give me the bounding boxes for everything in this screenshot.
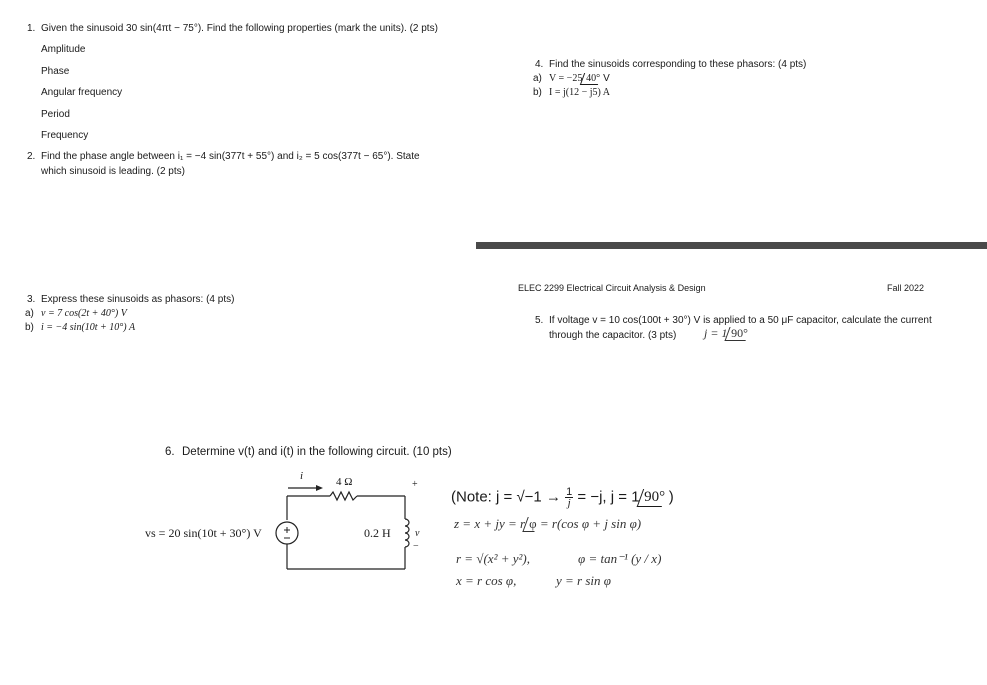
- note-line1: [451, 487, 674, 508]
- q2-line2: which sinusoid is leading. (2 pts): [41, 166, 185, 177]
- q4-a-label: a): [533, 73, 542, 84]
- q2-number: 2.: [27, 151, 36, 162]
- note-line4a: x = r cos φ,: [456, 573, 517, 588]
- course-header: ELEC 2299 Electrical Circuit Analysis & Design: [518, 283, 706, 293]
- q1-phase: Phase: [41, 66, 70, 77]
- q5-line1: If voltage v = 10 cos(100t + 30°) V is applied to a 50 μF capacitor, calculate the current: [549, 315, 932, 326]
- note-frac-den: j: [567, 497, 571, 509]
- q2-line1: Find the phase angle between i₁ = −4 sin(377t + 55°) and i₂ = 5 cos(377t − 65°). State: [41, 151, 420, 162]
- current-label: i: [300, 470, 304, 482]
- q5-hint-angle: 90°: [731, 326, 749, 340]
- q1-number: 1.: [27, 23, 36, 34]
- q1-angular-frequency: Angular frequency: [41, 87, 123, 98]
- inductor-label: 0.2 H: [364, 526, 391, 540]
- term-header: Fall 2022: [887, 283, 925, 293]
- resistor-icon: [330, 492, 357, 500]
- q4-number: 4.: [535, 59, 544, 70]
- q4-b-label: b): [533, 87, 542, 98]
- note-line2-pre: z = x + jy = r: [454, 516, 526, 531]
- q3-a-label: a): [25, 308, 34, 319]
- note-line1-end: ): [664, 488, 674, 506]
- q3-text: Express these sinusoids as phasors: (4 pts): [41, 294, 235, 305]
- note-line3a: r = √(x² + y²),: [456, 551, 530, 566]
- q1-text: Given the sinusoid 30 sin(4πt − 75°). Find the following properties (mark the units). (2 pts): [41, 23, 438, 34]
- q3-number: 3.: [27, 294, 36, 305]
- angle-symbol-icon: [580, 73, 602, 85]
- q4-a-pre: V = −25: [549, 73, 583, 84]
- angle-symbol-icon: [725, 327, 751, 341]
- inductor-icon: [405, 519, 409, 547]
- q1-amplitude: Amplitude: [41, 44, 86, 55]
- q5-hint: [704, 326, 748, 341]
- note-line2-end: = r(cos φ + j sin φ): [536, 516, 642, 531]
- angle-symbol-icon: [636, 489, 667, 507]
- q4-a-unit: V: [603, 73, 610, 84]
- q4-text: Find the sinusoids corresponding to these phasors: (4 pts): [549, 59, 807, 70]
- q4-a: [549, 72, 610, 86]
- note-line1-pre: (Note: j = √−1 →: [451, 488, 566, 506]
- voltage-label: v: [415, 528, 420, 539]
- q1-frequency: Frequency: [41, 130, 89, 141]
- circuit-diagram: [140, 468, 440, 578]
- minus-label: −: [413, 541, 419, 552]
- q3-b-label: b): [25, 322, 34, 333]
- q5-number: 5.: [535, 315, 544, 326]
- q3-a: v = 7 cos(2t + 40°) V: [41, 308, 127, 319]
- resistor-label: 4 Ω: [336, 476, 353, 488]
- plus-label: +: [412, 479, 418, 490]
- q4-b: I = j(12 − j5) A: [549, 87, 610, 98]
- q5-hint-pre: j = 1: [704, 326, 728, 340]
- q6-text: Determine v(t) and i(t) in the following circuit. (10 pts): [182, 446, 452, 458]
- note-line4b: y = r sin φ: [556, 573, 611, 588]
- note-line1-angle: 90°: [643, 489, 665, 506]
- q4-a-angle: 40°: [586, 73, 601, 84]
- q6-number: 6.: [165, 446, 175, 458]
- note-line3b: φ = tan⁻¹ (y / x): [578, 551, 662, 566]
- note-frac-num: 1: [566, 486, 573, 498]
- q5-line2: through the capacitor. (3 pts): [549, 330, 677, 341]
- note-line2: [454, 516, 641, 532]
- q3-b: i = −4 sin(10t + 10°) A: [41, 322, 136, 333]
- q1-period: Period: [41, 109, 70, 120]
- current-arrowhead-icon: [316, 485, 323, 491]
- source-label: vs = 20 sin(10t + 30°) V: [145, 526, 262, 540]
- page-divider: [476, 242, 987, 249]
- note-line2-angle: φ: [529, 516, 537, 531]
- note-line1-mid: = −j, j = 1: [573, 488, 640, 506]
